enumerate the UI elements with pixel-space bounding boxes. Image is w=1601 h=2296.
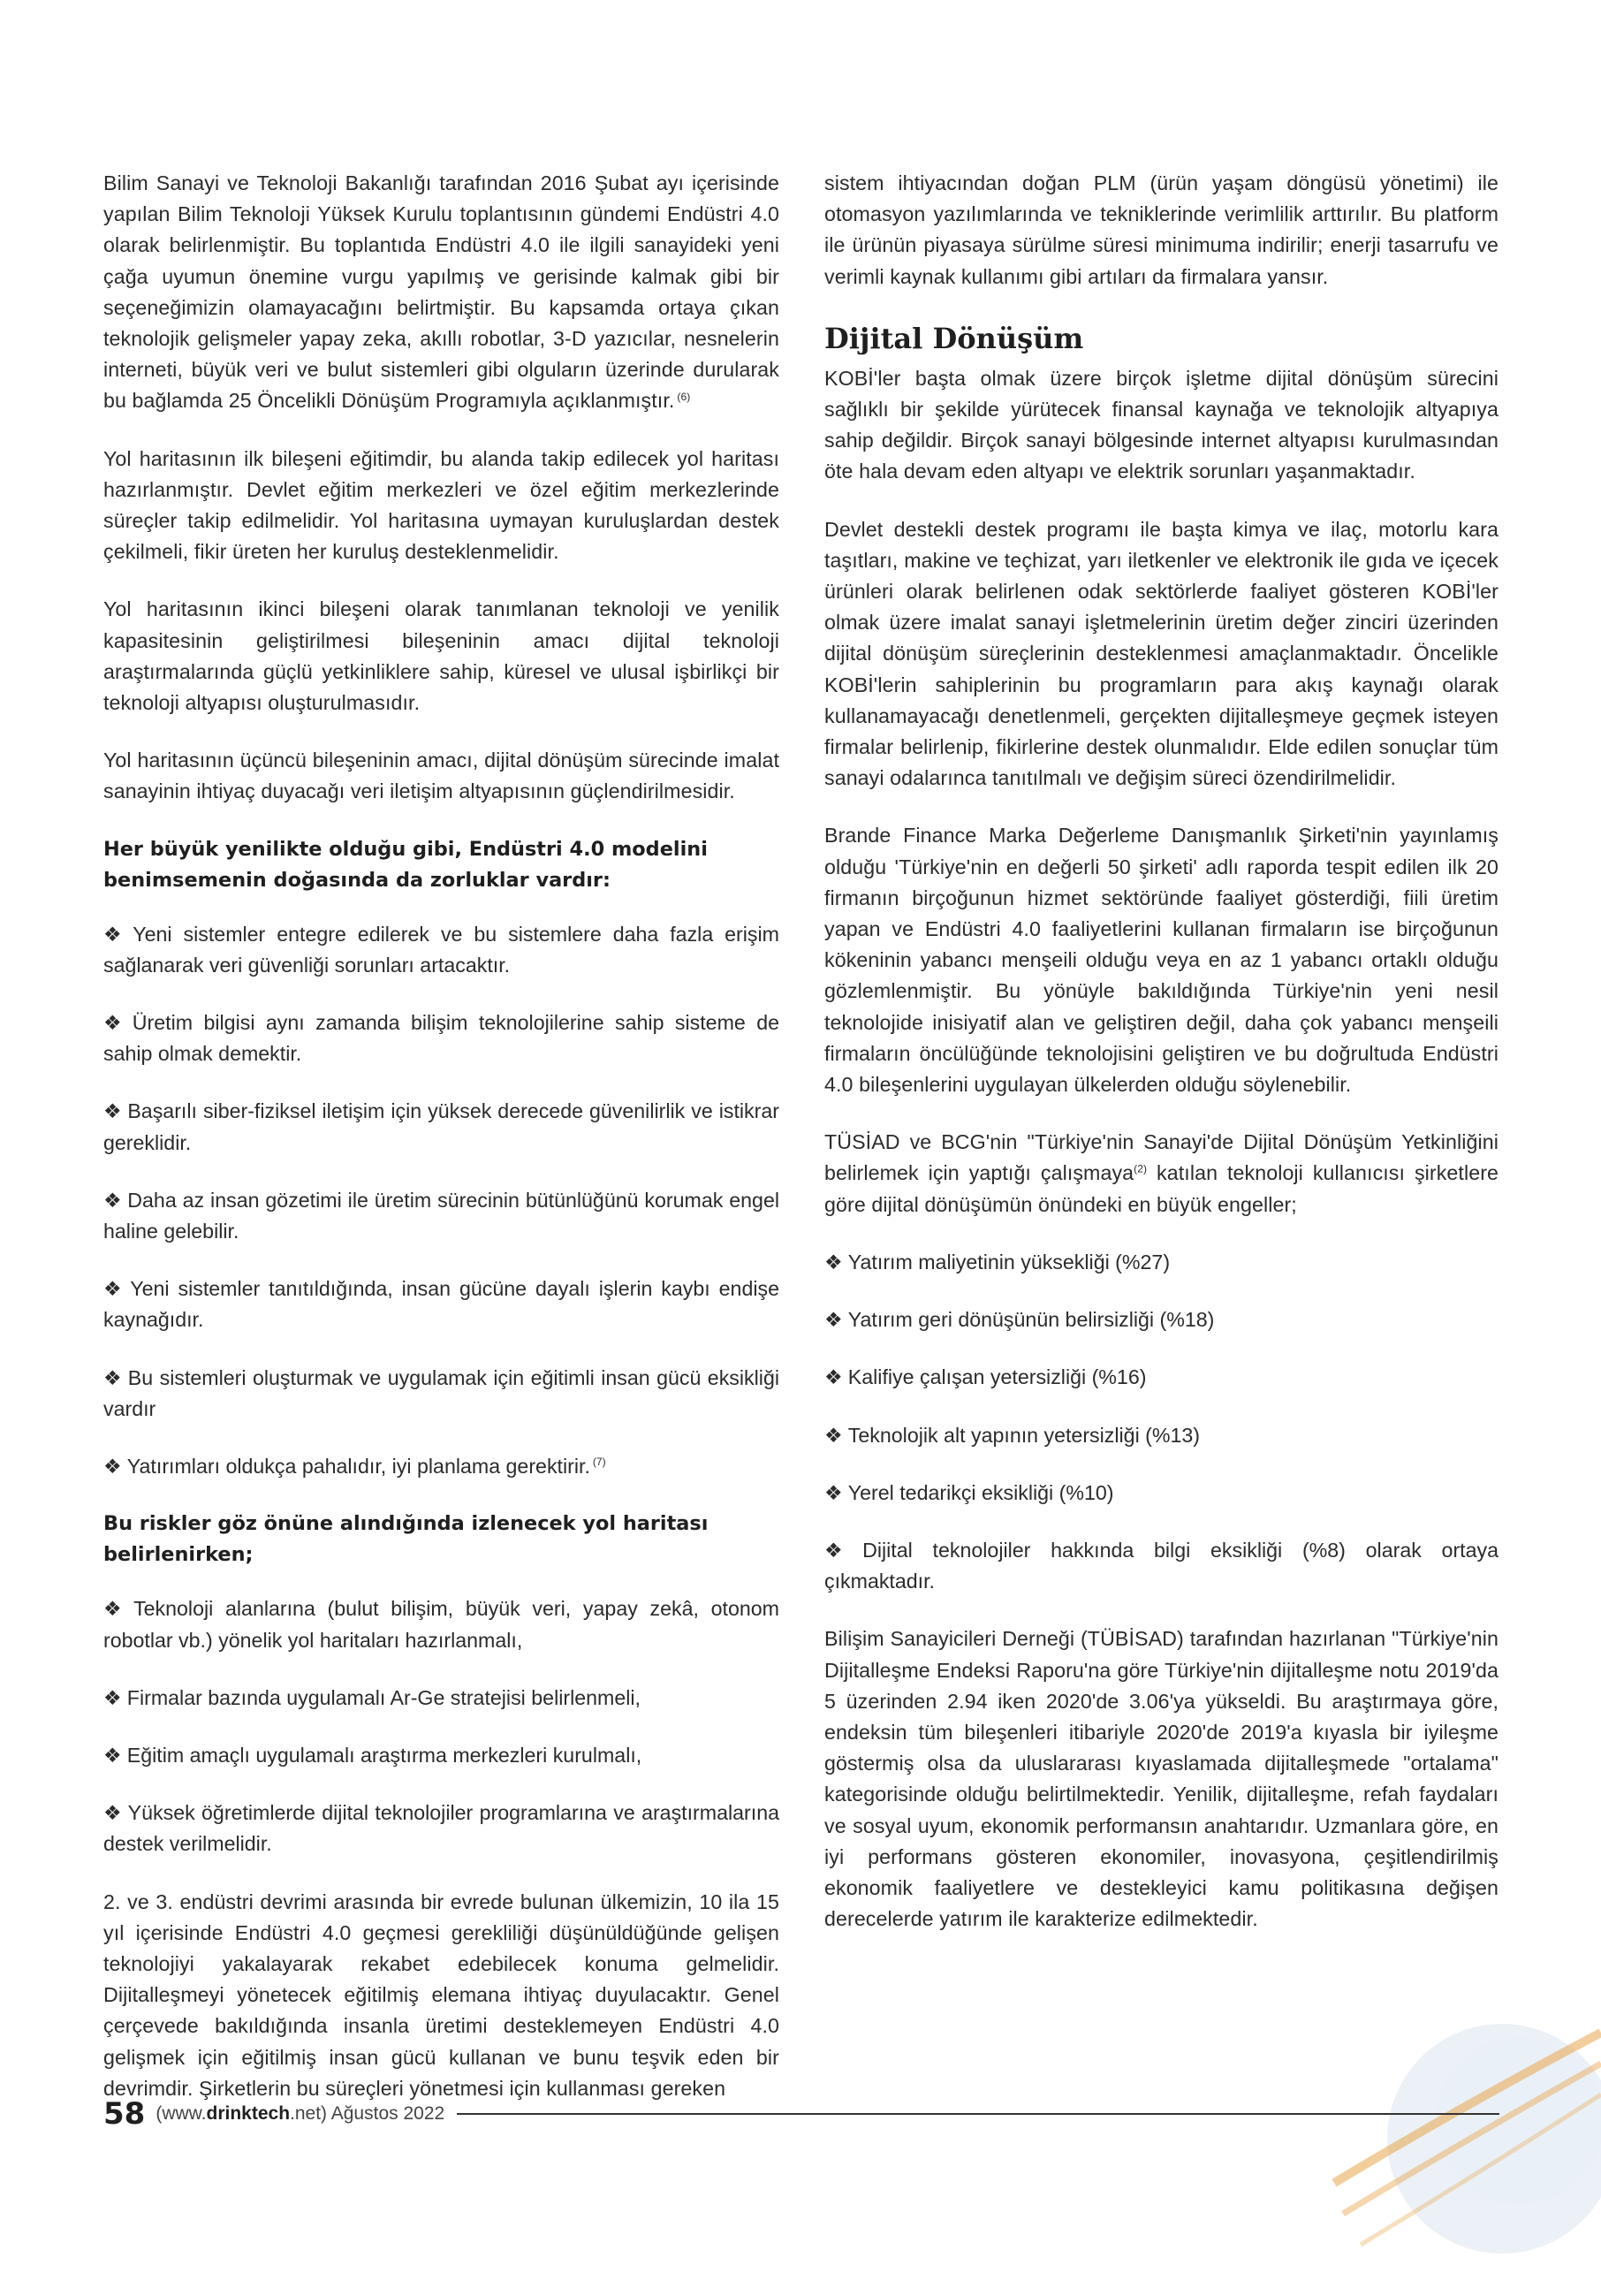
- right-column: [824, 168, 1499, 1961]
- bullet-icon: ❖: [103, 1455, 122, 1479]
- bullet-icon: ❖: [103, 1743, 122, 1767]
- list-item: ❖ Üretim bilgisi aynı zamanda bilişim teknolojilerine sahip sisteme de sahip olmak demektir.: [103, 1011, 779, 1066]
- list-item: ❖ Yeni sistemler tanıtıldığında, insan gücüne dayalı işlerin kaybı endişe kaynağıdır.: [103, 1277, 779, 1332]
- paragraph-2: Yol haritasının ilk bileşeni eğitimdir, bu alanda takip edilecek yol haritası hazırlanmıştır. Devlet eğitim merkezleri ve özel eğitim merkezlerinde süreçler takip edilmelidir. Yol haritasına uymayan kuruluşlardan destek çekilmeli, fikir üreten her kuruluş desteklenmelidir.: [103, 446, 779, 564]
- bullet-icon: ❖: [103, 1365, 123, 1389]
- list-item: ❖ Teknolojik alt yapının yetersizliği (%13): [824, 1423, 1201, 1447]
- paragraph-4: Yol haritasının üçüncü bileşeninin amacı, dijital dönüşüm sürecinde imalat sanayinin ihtiyaç duyacağı veri iletişim altyapısının güçlendirilmesidir.: [103, 749, 779, 803]
- bullet-icon: ❖: [824, 1423, 843, 1447]
- paragraph-state-support: Devlet destekli destek programı ile başta kimya ve ilaç, motorlu kara taşıtları, makine ve teçhizat, yarı iletkenler ve elektronik ile gıda ve içecek ürünleri olarak belirlenen odak sektörlerde faaliyet gösteren KOBİ'ler olmak üzere imalat sanayi işletmelerinin üretim değer zinciri üzerinden dijital dönüşüm süreçlerinin desteklenmesi amaçlanmaktadır. Öncelikle KOBİ'lerin sahiplerinin bu programların para akış kaynağı olarak kullanamayacağı denetlenmeli, gerçekten dijitalleşmeye geçmek isteyen firmalar belirlenip, fikirlerine destek olunmalıdır. Elde edilen sonuçlar tüm sanayi odalarınca tanıtılmalı ve değişim süreci özendirilmelidir.: [824, 517, 1499, 790]
- roadmap-heading: Bu riskler göz önüne alındığında izlenecek yol haritası belirlenirken;: [103, 1512, 709, 1567]
- footer-date: Ağustos 2022: [330, 2103, 445, 2124]
- footnote-ref-7: (7): [592, 1456, 606, 1469]
- roadmap-list: [103, 1593, 779, 1859]
- footer-divider: [457, 2113, 1499, 2115]
- footnote-ref-2: (2): [1134, 1162, 1148, 1175]
- decorative-planet-graphic: [1325, 1980, 1601, 2296]
- bullet-icon: ❖: [824, 1250, 843, 1273]
- bullet-icon: ❖: [103, 1801, 123, 1825]
- paragraph-tusiad: TÜSİAD ve BCG'nin "Türkiye'nin Sanayi'de Dijital Dönüşüm Yetkinliğini belirlemek için yaptığı çalışmaya$^{(2)}$ katılan teknoloji kullanıcısı şirketlere göre dijital dönüşümün önündeki en büyük engeller;: [824, 1130, 1499, 1216]
- bullet-icon: ❖: [824, 1480, 843, 1504]
- obstacles-list: [824, 1247, 1499, 1597]
- bullet-icon: ❖: [824, 1308, 843, 1332]
- list-item: ❖ Yatırımları oldukça pahalıdır, iyi planlama gerektirir. $^{(7)}$: [103, 1455, 606, 1479]
- bullet-icon: ❖: [103, 1685, 122, 1709]
- list-item: ❖ Başarılı siber-fiziksel iletişim için yüksek derecede güvenilirlik ve istikrar gereklidir.: [103, 1099, 779, 1154]
- bullet-icon: ❖: [103, 922, 128, 946]
- paragraph-plm: sistem ihtiyacından doğan PLM (ürün yaşam döngüsü yönetimi) ile otomasyon yazılımlarında ve tekniklerinde verimlilik arttırılır. Bu platform ile ürünün piyasaya sürülme süresi minimuma indirilir; enerji tasarrufu ve verimli kaynak kullanımı gibi artıları da firmalara yansır.: [824, 171, 1499, 288]
- list-item: ❖ Yatırım geri dönüşünün belirsizliği (%18): [824, 1308, 1215, 1332]
- challenges-heading: Her büyük yenilikte olduğu gibi, Endüstri 4.0 modelini benimsemenin doğasında da zorluklar vardır:: [103, 837, 708, 892]
- paragraph-tubisad: Bilişim Sanayicileri Derneği (TÜBİSAD) tarafından hazırlanan "Türkiye'nin Dijitalleşme Endeksi Raporu'na göre Türkiye'nin dijitalleşme notu 2019'da 5 üzerinden 2.94 iken 2020'de 3.06'ya yükseldi. Bu araştırmaya göre, endeksin tüm bileşenleri itibariyle 2020'de 2019'a kıyasla bir iyileşme göstermiş olsa da uluslararası kıyaslamada dijitalleşmede "ortalama" kategorisinde olduğu belirtilmektedir. Yenilik, dijitalleşme, refah faydaları ve sosyal uyum, ekonomik performansın anahtarıdır. Uzmanlara göre, en iyi performans gösteren ekonomiler, inovasyona, çeşitlendirilmiş ekonomik faaliyetlere ve destekleyici kamu politikasına değişen derecelerde yatırım ile karakterize edilmektedir.: [824, 1627, 1499, 1931]
- paragraph-kobi: KOBİ'ler başta olmak üzere birçok işletme dijital dönüşüm sürecini sağlıklı bir şekilde yürütecek finansal kaynağa ve teknolojik altyapıya sahip değildir. Birçok sanayi bölgesinde internet altyapısı kurulmasından öte hala devam eden altyapı ve elektrik sorunları yaşanmaktadır.: [824, 366, 1499, 483]
- list-item: ❖ Teknoloji alanlarına (bulut bilişim, büyük veri, yapay zekâ, otonom robotlar vb.) yönelik yol haritaları hazırlanmalı,: [103, 1597, 779, 1652]
- bullet-icon: ❖: [103, 1188, 123, 1212]
- left-column: [103, 168, 779, 2131]
- bullet-icon: ❖: [103, 1597, 129, 1621]
- bullet-icon: ❖: [824, 1365, 843, 1389]
- footer-site[interactable]: (www.drinktech.net) Ağustos 2022: [156, 2103, 445, 2124]
- bullet-icon: ❖: [103, 1099, 123, 1123]
- footnote-ref-6: (6): [677, 390, 691, 403]
- list-item: ❖ Dijital teknolojiler hakkında bilgi eksikliği (%8) olarak ortaya çıkmaktadır.: [824, 1538, 1499, 1593]
- list-item: ❖ Eğitim amaçlı uygulamalı araştırma merkezleri kurulmalı,: [103, 1743, 642, 1767]
- bullet-icon: ❖: [103, 1011, 127, 1035]
- list-item: ❖ Kalifiye çalışan yetersizliği (%16): [824, 1365, 1147, 1389]
- paragraph-3: Yol haritasının ikinci bileşeni olarak tanımlanan teknoloji ve yenilik kapasitesinin geliştirilmesi bileşeninin amacı dijital teknoloji araştırmalarında güçlü yetkinliklere sahip, küresel ve ulusal işbirlikçi bir teknoloji altyapısı oluşturulmasıdır.: [103, 597, 779, 715]
- section-title: Dijital Dönüşüm: [824, 321, 1084, 355]
- paragraph-1: [103, 168, 779, 417]
- bullet-icon: ❖: [824, 1538, 858, 1562]
- list-item: ❖ Yeni sistemler entegre edilerek ve bu sistemlere daha fazla erişim sağlanarak veri güvenliği sorunları artacaktır.: [103, 922, 779, 977]
- list-item: ❖ Yatırım maliyetinin yüksekliği (%27): [824, 1250, 1171, 1273]
- challenges-list: [103, 919, 779, 1483]
- list-item: ❖ Daha az insan gözetimi ile üretim sürecinin bütünlüğünü korumak engel haline gelebilir.: [103, 1188, 779, 1243]
- page-footer: [103, 2096, 1499, 2132]
- bullet-icon: ❖: [103, 1277, 125, 1301]
- list-item: ❖ Bu sistemleri oluşturmak ve uygulamak için eğitimli insan gücü eksikliği vardır: [103, 1365, 779, 1420]
- list-item: ❖ Yerel tedarikçi eksikliği (%10): [824, 1480, 1114, 1504]
- paragraph-brand-finance: Brande Finance Marka Değerleme Danışmanlık Şirketi'nin yayınlamış olduğu 'Türkiye'nin en değerli 50 şirketi' adlı raporda tespit edilen ilk 20 firmanın birçoğunun hizmet sektöründe faaliyet gösterdiği, fiili üretim yapan ve Endüstri 4.0 faaliyetlerini kullanan firmaların ise birçoğunun kökeninin yabancı menşeili olduğu veya en az 1 yabancı ortaklı olduğu gözlemlenmiştir. Bu yönüyle bakıldığında Türkiye'nin yeni nesil teknolojide inisiyatif alan ve geliştiren değil, daha çok yabancı menşeili firmaların öncülüğünde teknolojisini geliştiren ve bu doğrultuda Endüstri 4.0 bileşenlerini uygulayan ülkelerden olduğu söylenebilir.: [824, 824, 1499, 1097]
- list-item: ❖ Yüksek öğretimlerde dijital teknolojiler programlarına ve araştırmalarına destek verilmelidir.: [103, 1801, 779, 1856]
- page-number: 58: [103, 2096, 146, 2132]
- list-item: ❖ Firmalar bazında uygulamalı Ar-Ge stratejisi belirlenmeli,: [103, 1685, 641, 1709]
- paragraph-1-text: Bilim Sanayi ve Teknoloji Bakanlığı tarafından 2016 Şubat ayı içerisinde yapılan Bilim Teknoloji Yüksek Kurulu toplantısının gündemi Endüstri 4.0 olarak belirlenmiştir. Bu toplantıda Endüstri 4.0 ile ilgili sanayideki yeni çağa uyumun önemine vurgu yapılmış ve gerisinde kalmak gibi bir seçeneğimizin olamayacağını belirtmiştir. Bu kapsamda ortaya çıkan teknolojik gelişmeler yapay zeka, akıllı robotlar, 3-D yazıcılar, nesnelerin interneti, büyük veri ve bulut sistemleri gibi olguların üzerinde durularak bu bağlamda 25 Öncelikli Dönüşüm Programıyla açıklanmıştır.: [103, 171, 779, 413]
- paragraph-5: 2. ve 3. endüstri devrimi arasında bir evrede bulunan ülkemizin, 10 ila 15 yıl içerisinde Endüstri 4.0 geçmesi gerekliliği düşünüldüğünde gelişen teknolojiyi yakalayarak rekabet edebilecek konuma gelmelidir. Dijitalleşmeyi yönetecek eğitilmiş elemana ihtiyaç duyulacaktır. Genel çerçevede bakıldığında insanla üretimi desteklemeyen Endüstri 4.0 gelişmek için eğitilmiş insan gücü kullanan ve bunu teşvik eden bir devrimdir. Şirketlerin bu süreçleri yönetmesi için kullanması gereken: [103, 1889, 779, 2100]
